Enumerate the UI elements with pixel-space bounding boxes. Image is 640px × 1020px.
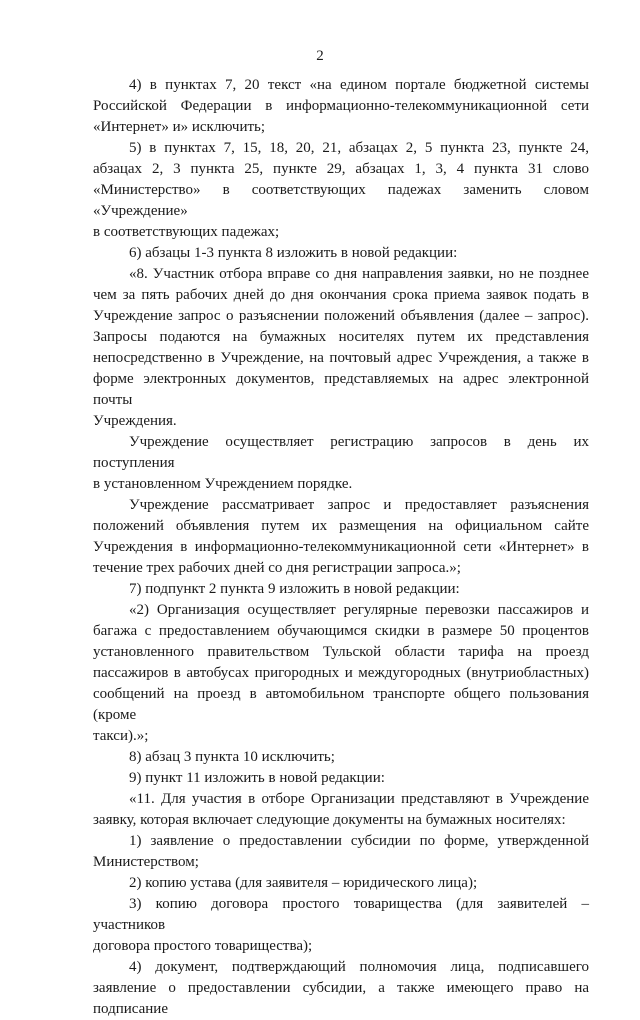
text-line: 1) заявление о предоставлении субсидии по форме, утвержденной	[129, 833, 589, 849]
paragraph	[93, 831, 589, 873]
paragraph	[93, 75, 589, 138]
text-line: чем за пять рабочих дней до дня окончания срока приема заявок подать в	[93, 287, 589, 303]
text-line: установленного правительством Тульской области тарифа на проезд	[93, 644, 589, 660]
paragraph	[93, 432, 589, 495]
text-line: 8) абзац 3 пункта 10 исключить;	[129, 749, 335, 765]
paragraph	[93, 243, 589, 264]
text-line: «Интернет» и» исключить;	[93, 119, 266, 135]
paragraph	[93, 873, 589, 894]
text-line: 4) в пунктах 7, 20 текст «на едином портале бюджетной системы	[129, 77, 589, 93]
paragraph	[93, 747, 589, 768]
text-line: багажа с предоставлением обучающимся скидки в размере 50 процентов	[93, 623, 589, 639]
document-body	[93, 75, 589, 1020]
text-line: 6) абзацы 1-3 пункта 8 изложить в новой редакции:	[129, 245, 458, 261]
text-line: договора простого товарищества);	[93, 938, 313, 954]
text-line: Министерством;	[93, 854, 199, 870]
text-line: сообщений на проезд в автомобильном транспорте общего пользования (кроме	[93, 686, 589, 723]
text-line: «2) Организация осуществляет регулярные перевозки пассажиров и	[129, 602, 589, 618]
text-line: заявление о предоставлении субсидии, а также имеющего право на подписание	[93, 980, 589, 1017]
paragraph	[93, 264, 589, 432]
text-line: «Министерство» в соответствующих падежах заменить словом «Учреждение»	[93, 182, 589, 219]
text-line: Учреждение рассматривает запрос и предоставляет разъяснения	[129, 497, 589, 513]
text-line: «11. Для участия в отборе Организации представляют в Учреждение	[129, 791, 589, 807]
text-line: абзацах 2, 3 пункта 25, пункте 29, абзацах 1, 3, 4 пункта 31 слово	[93, 161, 589, 177]
text-line: 4) документ, подтверждающий полномочия лица, подписавшего	[129, 959, 589, 975]
text-line: 2) копию устава (для заявителя – юридического лица);	[129, 875, 478, 891]
paragraph	[93, 138, 589, 243]
text-line: такси).»;	[93, 728, 149, 744]
text-line: Запросы подаются на бумажных носителях путем их представления	[93, 329, 589, 345]
text-line: заявку, которая включает следующие документы на бумажных носителях:	[93, 812, 566, 828]
text-line: Учреждение запрос о разъяснении положений объявления (далее – запрос).	[93, 308, 589, 324]
paragraph	[93, 789, 589, 831]
text-line: течение трех рабочих дней со дня регистрации запроса.»;	[93, 560, 461, 576]
paragraph	[93, 768, 589, 789]
text-line: Учреждения в информационно-телекоммуникационной сети «Интернет» в	[93, 539, 589, 555]
text-line: в установленном Учреждением порядке.	[93, 476, 353, 492]
text-line: Российской Федерации в информационно-телекоммуникационной сети	[93, 98, 589, 114]
paragraph	[93, 600, 589, 747]
text-line: 7) подпункт 2 пункта 9 изложить в новой редакции:	[129, 581, 460, 597]
text-line: 3) копию договора простого товарищества (для заявителей – участников	[93, 896, 589, 933]
text-line: 5) в пунктах 7, 15, 18, 20, 21, абзацах 2, 5 пункта 23, пункте 24,	[129, 140, 589, 156]
paragraph	[93, 579, 589, 600]
text-line: Учреждения.	[93, 413, 177, 429]
text-line: Учреждение осуществляет регистрацию запросов в день их поступления	[93, 434, 589, 471]
text-line: 9) пункт 11 изложить в новой редакции:	[129, 770, 385, 786]
paragraph	[93, 957, 589, 1020]
page-number: 2	[316, 48, 324, 64]
text-line: «8. Участник отбора вправе со дня направления заявки, но не позднее	[129, 266, 589, 282]
text-line: непосредственно в Учреждение, на почтовый адрес Учреждения, а также в	[93, 350, 589, 366]
text-line: пассажиров в автобусах пригородных и междугородных (внутриобластных)	[93, 665, 589, 681]
paragraph	[93, 495, 589, 579]
text-line: форме электронных документов, представляемых на адрес электронной почты	[93, 371, 589, 408]
paragraph	[93, 894, 589, 957]
text-line: в соответствующих падежах;	[93, 224, 280, 240]
text-line: положений объявления путем их размещения на официальном сайте	[93, 518, 589, 534]
